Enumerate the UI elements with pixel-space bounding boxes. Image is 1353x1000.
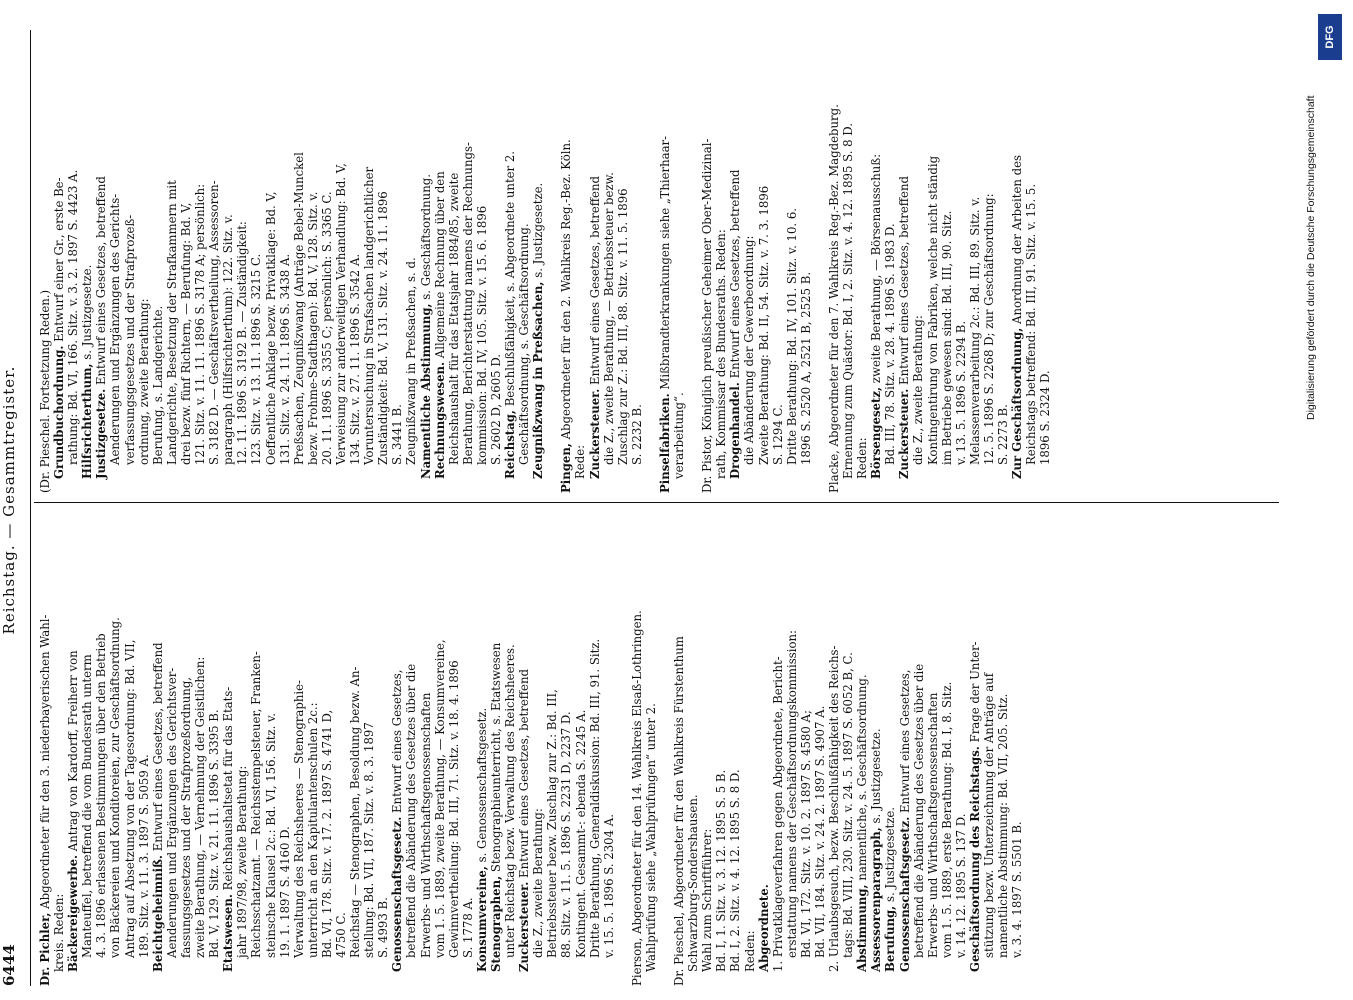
text-line: 1896 S. 2324 D. xyxy=(1038,370,1053,465)
text-line: 134. Sitz. v. 27. 11. 1896 S. 3542 A. xyxy=(348,253,363,465)
spacer xyxy=(616,518,630,986)
text-line: stützung bezw. Unterzeichnung der Anträge auf xyxy=(982,672,997,958)
text-line: 121. Sitz. v. 11. 11. 1896 S. 3178 A; persönlich: xyxy=(193,183,208,465)
text-line: betreffend die Abänderung des Gesetzes über die xyxy=(404,663,419,958)
text-line: unterricht an den Kapitulantenschulen 2c.: xyxy=(305,702,320,958)
text-line: Zeugnißzwang in Preßsachen, s. Justizgesetze. xyxy=(531,182,546,479)
left-column xyxy=(38,518,1024,986)
text-line: im Betriebe gewesen sind: Bd. III, 90. Sitz. xyxy=(939,210,954,465)
text-line: Reichsschatzamt. — Reichsstempelsteuer, Franken- xyxy=(249,651,264,958)
text-line: Abgeordnete. xyxy=(756,884,771,972)
text-line: Stenographen, Stenographieunterricht, s. Etatswesen xyxy=(489,642,503,972)
text-line: Zuständigkeit: Bd. V, 131. Sitz. v. 24. 11. 1896 xyxy=(376,191,391,465)
spacer xyxy=(813,25,827,493)
text-line: 19. 1. 1897 S. 4160 D. xyxy=(277,826,292,958)
text-line: fassungsgesetzes und der Strafprozeßordnung, xyxy=(178,676,193,958)
text-line: S. 2602 D, 2605 D. xyxy=(489,354,503,465)
text-line: bezw. Frohme-Stadthagen): Bd. V, 128. Sitz. v. xyxy=(305,191,320,465)
text-line: steinsche Klausel 2c.: Bd. VI, 156. Sitz. v. xyxy=(263,713,278,958)
digitization-credit: Digitalisierung gefördert durch die Deutsche Forschungsgemeinschaft xyxy=(1305,95,1317,420)
text-line: namentliche Abstimmung: Bd. VII, 205. Sitz. xyxy=(996,693,1011,958)
text-line: S. 1294 C. xyxy=(770,404,785,465)
text-line: Abstimmung, namentliche, s. Geschäftsordnung. xyxy=(855,674,870,972)
text-line: Erwerbs- und Wirthschaftsgenossenschaften xyxy=(418,692,433,958)
text-line: kreis. Reden: xyxy=(52,893,67,972)
text-line: Dr. Pichler, Abgeordneter für den 3. niederbayerischen Wahl- xyxy=(38,614,52,986)
text-line: 12. 11. 1896 S. 3192 B. — Zuständigkeit: xyxy=(235,221,250,465)
text-line: 189. Sitz. v. 11. 3. 1897 S. 5059 A. xyxy=(136,754,151,958)
text-line: Reichshaushalt für das Etatsjahr 1884/85, zweite xyxy=(446,172,461,465)
text-line: betreffend die Abänderung des Gesetzes über die xyxy=(911,663,926,958)
text-line: Börsengesetz, zweite Berathung, — Börsenausschuß: xyxy=(869,153,884,479)
text-line: Gewinnvertheilung: Bd. III, 71. Sitz. v. 18. 4. 1896 xyxy=(446,660,461,958)
text-line: stellung: Bd. VII, 187. Sitz. v. 8. 3. 1897 xyxy=(362,722,377,958)
text-line: Berufung, s. Justizgesetze. xyxy=(883,807,898,972)
text-line: Wahl zum Schriftführer: xyxy=(700,828,715,972)
text-line: Bäckereigewerbe. Antrag von Kardorff, Freiherr von xyxy=(66,650,81,972)
text-line: Reichstags betreffend: Bd. III, 91. Sitz. v. 15. 5. xyxy=(1024,183,1039,465)
text-line: v. 14. 12. 1895 S. 137 D. xyxy=(953,813,968,958)
text-line: Namentliche Abstimmung, s. Geschäftsordnung. xyxy=(418,174,433,479)
text-line: tags: Bd. VIII, 230. Sitz. v. 24. 5. 1897 S. 6052 B, C. xyxy=(841,652,856,958)
text-line: Geschäftsordnung, s. Geschäftsordnung. xyxy=(517,223,532,465)
text-line: Placke, Abgeordneter für den 7. Wahlkreis Reg.-Bez. Magdeburg. xyxy=(826,104,841,493)
text-line: unter Reichstag bezw. Verwaltung des Reichsheeres. xyxy=(503,644,518,958)
text-line: paragraph (Hilfsrichterthum): 122. Sitz. v. xyxy=(221,214,236,465)
spacer xyxy=(644,25,658,493)
text-line: Grundbuchordnung. Entwurf einer Gr., erste Be- xyxy=(52,177,67,479)
text-line: Dritte Berathung: Bd. IV, 101. Sitz. v. 10. 6. xyxy=(784,207,799,465)
text-line: Pierson, Abgeordneter für den 14. Wahlkreis Elsaß-Lothringen. xyxy=(629,610,644,986)
spacer xyxy=(686,25,700,493)
text-line: Betriebssteuer bezw. Zuschlag zur Z.: Bd. III, xyxy=(545,689,560,958)
text-line: Zeugnißzwang in Preßsachen, s. d. xyxy=(404,257,419,465)
text-line: Wahlprüfung siehe „Wahlprüfungen“ unter 2. xyxy=(643,703,658,972)
text-line: Assessorenparagraph, s. Justizgesetze. xyxy=(869,728,884,972)
text-line: S. 1778 A. xyxy=(460,897,475,958)
text-line: vom 1. 5. 1889, zweite Berathung, — Konsumvereine, xyxy=(432,639,447,958)
text-line: verarbeitung“. xyxy=(672,392,687,479)
text-line: S. 2232 B. xyxy=(629,404,644,465)
text-line: die Z., zweite Berathung, — Betriebssteuer bezw. xyxy=(601,172,616,465)
text-line: Landgerichte, Besetzung der Strafkammern mit xyxy=(164,180,179,465)
text-line: Antrag auf Absetzung von der Tagesordnung: Bd. VII, xyxy=(122,639,137,958)
text-line: v. 15. 5. 1896 S. 2304 A. xyxy=(601,814,616,958)
text-line: Zuckersteuer. Entwurf eines Gesetzes, betreffend xyxy=(587,176,602,479)
text-line: 123. Sitz. v. 13. 11. 1896 S. 3215 C. xyxy=(249,253,264,465)
text-line: ordnung, zweite Berathung: xyxy=(136,298,151,465)
right-column xyxy=(38,25,1052,493)
text-line: Verwaltung des Reichsheeres — Stenographie- xyxy=(291,680,306,958)
text-line: Bd. I, 2. Sitz. v. 4. 12. 1895 S. 8 D. xyxy=(728,769,743,972)
text-line: S. 2273 B. xyxy=(996,404,1010,465)
text-line: S. 3182 D. — Geschäftsvertheilung, Assessoren- xyxy=(207,180,222,465)
spacer xyxy=(658,518,672,986)
text-line: 12. 5. 1896 S. 2268 D; zur Geschäftsordnung: xyxy=(981,193,996,465)
text-line: die Z., zweite Berathung: xyxy=(531,808,546,958)
text-line: Reden: xyxy=(742,930,757,972)
text-line: 2. Urlaubsgesuch, bezw. Beschlußfähigkeit des Reichs- xyxy=(827,645,842,972)
text-line: Ernennung zum Quästor: Bd. I, 2. Sitz. v. 4. 12. 1895 S. 8 D. xyxy=(840,123,855,479)
text-line: 20. 11. 1896 S. 3355 C; persönlich: S. 3365 C. xyxy=(319,191,334,465)
text-line: 1. Privatklageverfahren gegen Abgeordnete, Bericht- xyxy=(770,656,785,972)
text-line: erstattung namens der Geschäftsordnungskommission: xyxy=(784,630,799,958)
text-line: Kontingentirung von Fabriken, welche nicht ständig xyxy=(925,155,940,465)
text-line: S. 3441 B. xyxy=(390,404,405,465)
text-line: Bd. VI, 178. Sitz. v. 17. 2. 1897 S. 4741 D, xyxy=(319,709,334,958)
text-line: die Z., zweite Berathung: xyxy=(911,315,926,465)
text-line: Pingen, Abgeordneter für den 2. Wahlkreis Reg.-Bez. Köln. xyxy=(559,139,574,493)
text-line: Dr. Pistor, Königlich preußischer Geheimer Ober-Medizinal- xyxy=(700,138,715,493)
text-line: (Dr. Pieschel. Fortsetzung Reden.) xyxy=(38,289,52,493)
text-line: Zuckersteuer. Entwurf eines Gesetzes, betreffend xyxy=(517,669,532,972)
text-line: Manteuffel, betreffend die vom Bundesrath unterm xyxy=(80,654,95,958)
text-line: Genossenschaftsgesetz. Entwurf eines Gesetzes, xyxy=(390,669,405,972)
page-number: 6444 xyxy=(0,944,18,986)
text-line: S. 4993 B. xyxy=(376,897,391,958)
text-line: v. 13. 5. 1896 S. 2294 B. xyxy=(953,320,968,465)
text-line: Drogenhandel. Entwurf eines Gesetzes, betreffend xyxy=(728,169,743,479)
text-line: rath, Kommissar des Bundesraths. Reden: xyxy=(714,229,729,479)
text-line: 4. 3. 1896 erlassenen Bestimmungen über den Betrieb xyxy=(94,633,109,958)
text-line: rathung: Bd. VI, 166. Sitz. v. 3. 2. 1897 S. 4423 A. xyxy=(66,169,81,465)
text-line: Justizgesetze. Entwurf eines Gesetzes, betreffend xyxy=(94,176,109,479)
running-head: Reichstag. — Gesammtregister. xyxy=(0,365,18,635)
text-line: Kontingent. Gesammt-: ebenda S. 2245 A. xyxy=(573,709,588,958)
text-line: Bd. I, 1. Sitz. v. 3. 12. 1895 S. 5 B. xyxy=(714,769,729,972)
text-line: v. 3. 4. 1897 S. 5501 B. xyxy=(1010,821,1025,958)
text-line: Voruntersuchung in Strafsachen landgerichtlicher xyxy=(362,166,377,465)
text-line: Rede: xyxy=(573,444,588,479)
text-line: Bd. V, 129. Sitz. v. 21. 11. 1896 S. 3395 B. xyxy=(207,709,222,958)
text-line: Melassenverarbeitung 2c.: Bd. III, 89. Sitz. v. xyxy=(967,196,982,465)
text-line: Reichstag — Stenographen, Besoldung bezw. An- xyxy=(348,666,363,958)
text-line: Zur Geschäftsordnung, Anordnung der Arbeiten des xyxy=(1010,155,1025,479)
column-divider xyxy=(34,502,1279,503)
text-line: Bd. III, 78. Sitz. v. 28. 4. 1896 S. 1983 D. xyxy=(883,223,898,465)
text-line: Verweisung zur anderweitigen Verhandlung: Bd. V, xyxy=(333,163,348,465)
text-line: Reichstag, Beschlußfähigkeit, s. Abgeordnete unter 2. xyxy=(503,150,518,479)
text-line: Aenderungen und Ergänzungen des Gerichts- xyxy=(108,193,123,465)
text-line: Dr. Pieschel, Abgeordneter für den Wahlkreis Fürstenthum xyxy=(672,636,687,986)
text-line: Zweite Berathung: Bd. II, 54. Sitz. v. 7. 3. 1896 xyxy=(756,185,771,465)
text-line: Zuschlag zur Z.: Bd. III, 88. Sitz. v. 11. 5. 1896 xyxy=(615,188,630,465)
text-line: 1896 S. 2520 A, 2521 B, 2525 B. xyxy=(798,271,813,465)
header-rule xyxy=(30,30,31,986)
text-line: die Abänderung der Gewerbeordnung: xyxy=(742,235,757,465)
text-line: 88. Sitz. v. 11. 5. 1896 S. 2231 D, 2237 D. xyxy=(559,711,574,958)
text-line: Schwarzburg-Sondershausen. xyxy=(686,794,701,972)
text-line: Genossenschaftsgesetz. Entwurf eines Gesetzes, xyxy=(897,669,912,972)
text-line: Erwerbs- und Wirthschaftsgenossenschaften xyxy=(925,692,940,958)
text-line: vom 1. 5. 1889, erste Berathung: Bd. I, 8. Sitz. xyxy=(939,681,954,958)
text-line: Aenderungen und Ergänzungen des Gerichtsver- xyxy=(164,667,179,958)
text-line: Konsumvereine, s. Genossenschaftsgesetz. xyxy=(474,707,489,972)
text-line: verfassungsgesetzes und der Strafprozeß- xyxy=(122,214,137,465)
text-line: Etatswesen. Reichshaushaltsetat für das Etats- xyxy=(221,686,236,972)
text-line: 4750 C. xyxy=(333,912,348,958)
text-line: Bd. VII, 184. Sitz. v. 24. 2. 1897 S. 4907 A. xyxy=(812,705,827,958)
dfg-logo: DFG xyxy=(1318,14,1342,60)
text-line: Dritte Berathung, Generaldiskussion: Bd. III, 91. Sitz. xyxy=(587,638,602,958)
text-line: Beichtgeheimniß. Entwurf eines Gesetzes, betreffend xyxy=(150,642,165,972)
text-line: Bd. VI, 172. Sitz. v. 10. 2. 1897 S. 4580 A; xyxy=(798,710,813,958)
spacer xyxy=(545,25,559,493)
text-line: Berathung, Berichterstattung namens der Rechnungs- xyxy=(460,142,475,465)
text-line: Zuckersteuer. Entwurf eines Gesetzes, betreffend xyxy=(897,176,912,479)
text-line: Berufung, s. Landgerichte. xyxy=(150,305,165,465)
text-line: drei bezw. fünf Richtern, — Berufung: Bd. V, xyxy=(178,202,193,465)
text-line: jahr 1897/98, zweite Berathung: xyxy=(235,765,250,958)
text-line: Reden: xyxy=(855,437,870,479)
text-line: 131. Sitz. v. 24. 11. 1896 S. 3438 A. xyxy=(277,253,292,465)
text-line: Rechnungswesen. Allgemeine Rechnung über den xyxy=(432,171,447,479)
text-line: kommission: Bd. IV, 105. Sitz. v. 15. 6. 1896 xyxy=(474,205,489,465)
text-line: von Bäckereien und Konditoreien, zur Geschäftsordnung. xyxy=(108,617,123,958)
text-line: Pinselfabriken. Mißbrandterkrankungen siehe „Thierhaar- xyxy=(657,135,672,493)
text-line: zweite Berathung, — Vernehmung der Geistlichen: xyxy=(193,656,208,958)
text-line: Preßsachen, Zeugnißzwang (Anträge Bebel-Munckel xyxy=(291,152,306,465)
text-line: Oeffentliche Anklage bezw. Privatklage: Bd. V, xyxy=(263,191,278,465)
text-line: Geschäftsordnung des Reichstags. Frage der Unter- xyxy=(968,641,982,972)
text-line: Hilfsrichterthum, s. Justizgesetze. xyxy=(80,264,95,479)
